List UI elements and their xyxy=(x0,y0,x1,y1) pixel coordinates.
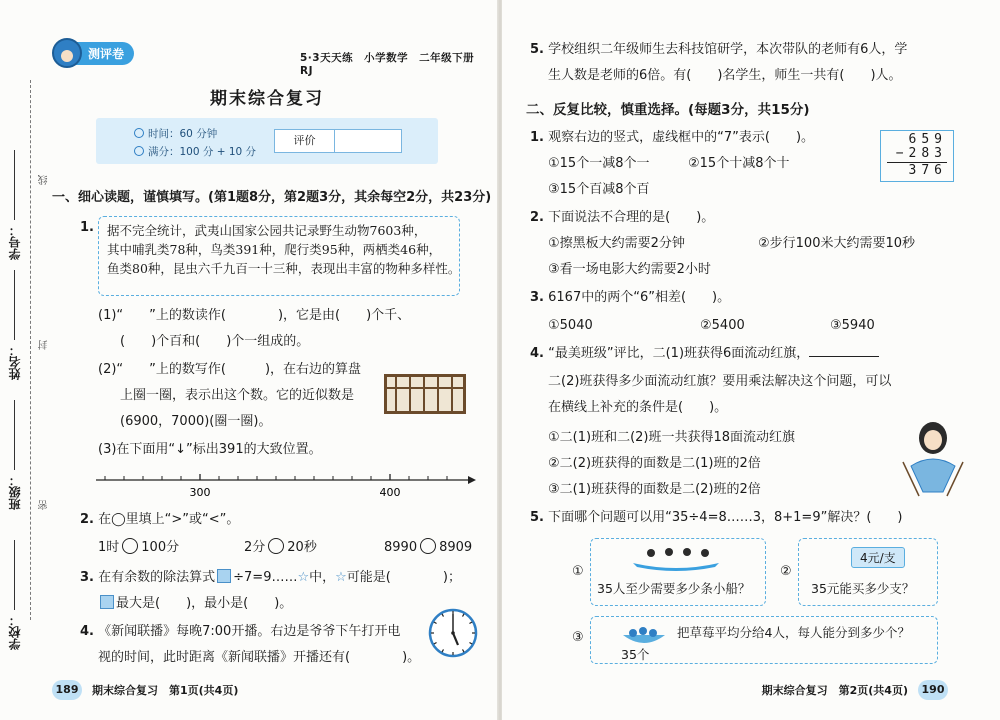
strawberry-bowl-image xyxy=(621,623,667,647)
s2-q5-prompt: 5. 下面哪个问题可以用“35÷4=8……3，8+1=9”解决？( ) xyxy=(530,510,903,525)
s2-q5-opt2-box[interactable] xyxy=(798,538,938,606)
opt2-label: ② xyxy=(780,564,792,579)
q1-sub1-line1: (1)“ ”上的数读作( )，它是由( )个千、 xyxy=(98,308,411,323)
s2-q1-opt3[interactable]: ③15个百减8个百 xyxy=(548,182,650,197)
section1-heading: 一、细心读题，谨慎填写。(第1题8分，第2题3分，其余每空2分，共23分) xyxy=(52,190,492,205)
s2-q4-line1: 4. “最美班级”评比，二(1)班获得6面流动红旗， xyxy=(530,344,879,364)
series-label: 5·3天天练 小学数学 二年级下册 RJ xyxy=(300,52,486,77)
page-number-right: 190 xyxy=(918,680,948,700)
square-blank[interactable] xyxy=(100,595,114,609)
q1-sub2-line3: (6900，7000)(圈一圈)。 xyxy=(120,414,272,429)
page-title: 期末综合复习 xyxy=(210,89,324,109)
score-info: 满分：100 分 + 10 分 xyxy=(134,144,256,159)
cut-mark-feng: 封 xyxy=(39,340,50,350)
numline-label-300: 300 xyxy=(189,486,211,499)
s2-q4-opt2[interactable]: ②二(2)班获得的面数是二(1)班的2倍 xyxy=(548,456,761,471)
footer-left xyxy=(52,680,238,700)
footer-left-text: 期末综合复习 第1页(共4页) xyxy=(92,684,239,697)
cut-mark-mi: 密 xyxy=(39,500,50,510)
opt3-text: 把草莓平均分给4人，每人能分到多少个？ xyxy=(677,625,910,640)
right-page xyxy=(502,0,1000,720)
compare-circle[interactable] xyxy=(268,538,284,554)
compare-circle[interactable] xyxy=(420,538,436,554)
star-icon: ☆ xyxy=(297,570,310,585)
school-field[interactable]: 学校： xyxy=(6,540,24,650)
clock-icon xyxy=(134,128,144,138)
price-tag: 4元/支 xyxy=(851,547,905,568)
passage-line-2: 其中哺乳类78种，鸟类391种，爬行类95种，两栖类46种， xyxy=(107,242,442,257)
sub-top: 659 xyxy=(908,132,947,147)
s2-q3-opt2[interactable]: ②5400 xyxy=(700,318,745,333)
number-line[interactable] xyxy=(96,470,476,500)
opt1-label: ① xyxy=(572,564,584,579)
q2-item-3: 8990 8909 xyxy=(384,540,473,555)
s2-q4-opt3[interactable]: ③二(1)班获得的面数是二(2)班的2倍 xyxy=(548,482,761,497)
footer-right xyxy=(762,680,948,700)
q5-line2: 生人数是老师的6倍。有( )名学生，师生一共有( )人。 xyxy=(548,68,902,83)
abacus-image[interactable] xyxy=(384,364,466,420)
sub-result: 376 xyxy=(908,163,947,178)
s2-q2-prompt: 2. 下面说法不合理的是( )。 xyxy=(530,210,715,225)
s2-q1-opt2[interactable]: ②15个十减8个十 xyxy=(688,156,790,171)
opt3-label: ③ xyxy=(572,630,584,645)
clock-icon xyxy=(428,608,478,658)
s2-q2-opt3[interactable]: ③看一场电影大约需要2小时 xyxy=(548,262,711,277)
rowing-boat-image xyxy=(631,545,721,571)
q2-prompt: 2. 在◯里填上“>”或“<”。 xyxy=(80,512,240,527)
vertical-subtraction xyxy=(880,130,954,182)
passage-line-1: 据不完全统计，武夷山国家公园共记录野生动物7603种， xyxy=(107,223,427,238)
q5-line1: 5. 学校组织二年级师生去科技馆研学，本次带队的老师有6人，学 xyxy=(530,42,908,57)
page-number-left: 189 xyxy=(52,680,82,700)
q1-sub3: (3)在下面用“↓”标出391的大致位置。 xyxy=(98,442,322,457)
s2-q3-opt1[interactable]: ①5040 xyxy=(548,318,593,333)
q1-sub2-line2: 上圈一圈，表示出这个数。它的近似数是 xyxy=(120,388,355,403)
q4-line2: 视的时间，此时距离《新闻联播》开播还有( )。 xyxy=(98,650,421,665)
q2-item-2: 2分 20秒 xyxy=(244,540,317,555)
answer-line[interactable] xyxy=(809,356,879,357)
logo-label: 测评卷 xyxy=(74,42,134,65)
q1-number: 1. xyxy=(80,220,94,235)
s2-q2-opt1[interactable]: ①擦黑板大约需要2分钟 xyxy=(548,236,685,251)
s2-q1-prompt: 1. 观察右边的竖式，虚线框中的“7”表示( )。 xyxy=(530,130,815,145)
opt1-text: 35人至少需要多少条小船？ xyxy=(597,581,751,596)
q1-passage xyxy=(98,216,460,296)
q1-sub2-line1: (2)“ ”上的数写作( )，在右边的算盘 xyxy=(98,362,362,377)
s2-q4-line3: 在横线上补充的条件是( )。 xyxy=(548,400,728,415)
footer-right-text: 期末综合复习 第2页(共4页) xyxy=(761,684,908,697)
info-box xyxy=(96,118,438,164)
check-icon xyxy=(134,146,144,156)
s2-q4-line2: 二(2)班获得多少面流动红旗？要用乘法解决这个问题，可以 xyxy=(548,374,892,389)
passage-line-3: 鱼类80种，昆虫六千九百一十三种，表现出丰富的物种多样性。 xyxy=(107,261,461,276)
evaluation-box xyxy=(274,129,402,153)
s2-q1-opt1[interactable]: ①15个一减8个一 xyxy=(548,156,650,171)
s2-q3-opt3[interactable]: ③5940 xyxy=(830,318,875,333)
s2-q5-opt3-box[interactable] xyxy=(590,616,938,664)
binding-strip xyxy=(0,0,52,720)
test-logo xyxy=(52,38,134,68)
left-page xyxy=(0,0,498,720)
q3-line1: 3. 在有余数的除法算式 ÷7=9……☆中，☆可能是( )； xyxy=(80,570,461,585)
evaluation-label: 评价 xyxy=(275,130,335,152)
q3-line2: 最大是( )，最小是( )。 xyxy=(98,594,292,614)
section2-heading: 二、反复比较，慎重选择。(每题3分，共15分) xyxy=(526,102,810,118)
sub-minus: −283 xyxy=(895,146,947,161)
cut-mark-xian: 线 xyxy=(39,175,50,185)
class-field[interactable]: 班级： xyxy=(6,400,24,510)
girl-with-flag-image xyxy=(897,418,969,498)
mascot-icon xyxy=(52,38,82,68)
star-icon: ☆ xyxy=(335,570,347,585)
square-blank[interactable] xyxy=(217,569,231,583)
binding-dashed-line xyxy=(30,80,31,620)
numline-label-400: 400 xyxy=(379,486,401,499)
opt2-text: 35元能买多少支？ xyxy=(811,581,915,596)
name-field[interactable]: 姓名： xyxy=(6,270,24,380)
opt3-count: 35个 xyxy=(621,647,650,662)
time-info: 时间：60 分钟 xyxy=(134,126,217,141)
s2-q2-opt2[interactable]: ②步行100米大约需要10秒 xyxy=(758,236,916,251)
s2-q4-opt1[interactable]: ①二(1)班和二(2)班一共获得18面流动红旗 xyxy=(548,430,796,445)
evaluation-input[interactable] xyxy=(335,130,401,152)
compare-circle[interactable] xyxy=(122,538,138,554)
q4-line1: 4. 《新闻联播》每晚7:00开播。右边是爷爷下午打开电 xyxy=(80,624,401,639)
q1-sub1-line2: ( )个百和( )个一组成的。 xyxy=(120,334,310,349)
q2-item-1: 1时 100分 xyxy=(98,540,180,555)
student-id-field[interactable]: 学号： xyxy=(6,150,24,260)
s2-q5-opt1-box[interactable] xyxy=(590,538,766,606)
s2-q3-prompt: 3. 6167中的两个“6”相差( )。 xyxy=(530,290,731,305)
